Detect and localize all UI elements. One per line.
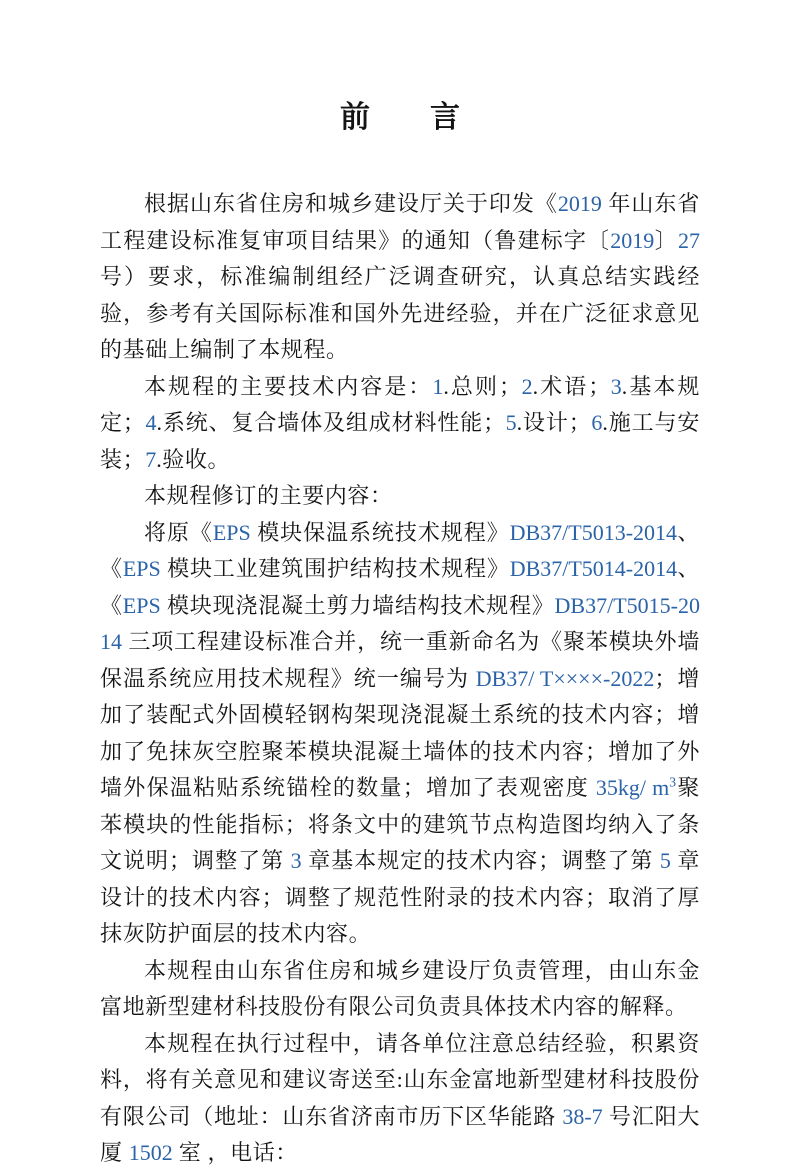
latin-run: DB37/ T××××-2022 (475, 665, 655, 691)
latin-run: 35kg/ m (595, 775, 670, 800)
latin-run: 2 (521, 373, 533, 399)
paragraph-5-management (100, 953, 700, 1026)
latin-run: 2019 (610, 227, 655, 253)
latin-run: 3 (290, 848, 302, 873)
latin-run: EPS (122, 592, 161, 618)
text-run: 年山东省工程建设标准复审项目结果》的通知（鲁建标字〔 (100, 191, 700, 253)
text-run: ；增加了装配式外固模轻钢构架现浇混凝土系统的技术内容；增加了免抹灰空腔聚苯模块混凝土墙体的技术内容；增加了外墙外保温粘贴系统锚栓的数量；增加了表观密度 (100, 665, 700, 800)
text-run: 三项工程建设标准合并，统一重新命名为《聚苯模块外墙保温系统应用技术规程》统一编号为 (100, 629, 700, 691)
text-run: 〕 (654, 227, 679, 253)
text-run: 将原《 (144, 519, 213, 545)
text-run: 、《 (100, 556, 700, 618)
text-run: 号）要求，标准编制组经广泛调查研究，认真总结实践经验，参考有关国际标准和国外先进经验，并在广泛征求意见的基础上编制了本规程。 (100, 264, 700, 362)
text-run: 本规程的主要技术内容是： (144, 373, 433, 399)
text-run: 章基本规定的技术内容；调整了第 (301, 848, 660, 873)
paragraph-1-basis (100, 186, 700, 369)
latin-run: EPS (122, 556, 161, 581)
latin-run: 5 (659, 848, 671, 873)
latin-run: DB37/T5014-2014 (509, 556, 678, 581)
text-run: .总则； (443, 373, 522, 399)
text-run: 聚苯模块的性能指标；将条文中的建筑节点构造图均纳入了条文说明；调整了第 (100, 775, 700, 873)
superscript-run: 3 (669, 774, 677, 790)
text-run: .设计； (516, 410, 592, 435)
paragraph-4-revision-details (100, 515, 700, 953)
text-run: .基本规定； (100, 373, 700, 435)
text-run: .系统、复合墙体及组成材料性能； (156, 410, 506, 435)
latin-run: DB37/T5013-2014 (509, 519, 678, 545)
text-run: 本规程在执行过程中，请各单位注意总结经验，积累资料，将有关意见和建议寄送至:山东金富地新型建材科技股份有限公司（地址：山东省济南市历下区华能路 (100, 1030, 700, 1129)
latin-run: EPS (212, 519, 251, 545)
text-run: 号汇阳大厦 (100, 1103, 700, 1165)
text-run: .施工与安装； (100, 410, 700, 472)
paragraph-2-contents (100, 369, 700, 479)
text-run: 模块工业建筑围护结构技术规程》 (160, 556, 510, 581)
text-run: .验收。 (156, 446, 231, 472)
text-run: 章设计的技术内容；调整了规范性附录的技术内容；取消了厚抹灰防护面层的技术内容。 (100, 848, 701, 946)
text-run: 本规程由山东省住房和城乡建设厅负责管理，由山东金富地新型建材科技股份有限公司负责具体技术内容的解释。 (100, 957, 700, 1019)
latin-run: 6 (591, 410, 603, 435)
text-run: 根据山东省住房和城乡建设厅关于印发《 (144, 191, 558, 216)
text-run: 本规程修订的主要内容： (144, 483, 393, 508)
text-run: 、《 (100, 519, 700, 581)
page-title: 前 言 (340, 101, 460, 134)
latin-run: DB37/T5015-2014 (100, 592, 700, 654)
latin-run: 7 (145, 446, 157, 472)
latin-run: 5 (505, 410, 517, 435)
paragraph-3-revision-heading (100, 478, 700, 515)
latin-run: 1 (432, 373, 444, 399)
document-body (100, 186, 700, 1172)
text-run: 室 ，电话： (172, 1140, 298, 1165)
latin-run: 4 (145, 410, 157, 435)
paragraph-6-feedback (100, 1026, 700, 1172)
text-run: 模块现浇混凝土剪力墙结构技术规程》 (160, 592, 555, 618)
text-run: .术语； (532, 373, 611, 399)
latin-run: 1502 (128, 1140, 173, 1165)
latin-run: 27 (678, 227, 701, 253)
text-run: 模块保温系统技术规程》 (250, 519, 510, 545)
latin-run: 2019 (557, 191, 602, 216)
latin-run: 3 (610, 373, 622, 399)
latin-run: 38-7 (562, 1103, 603, 1129)
